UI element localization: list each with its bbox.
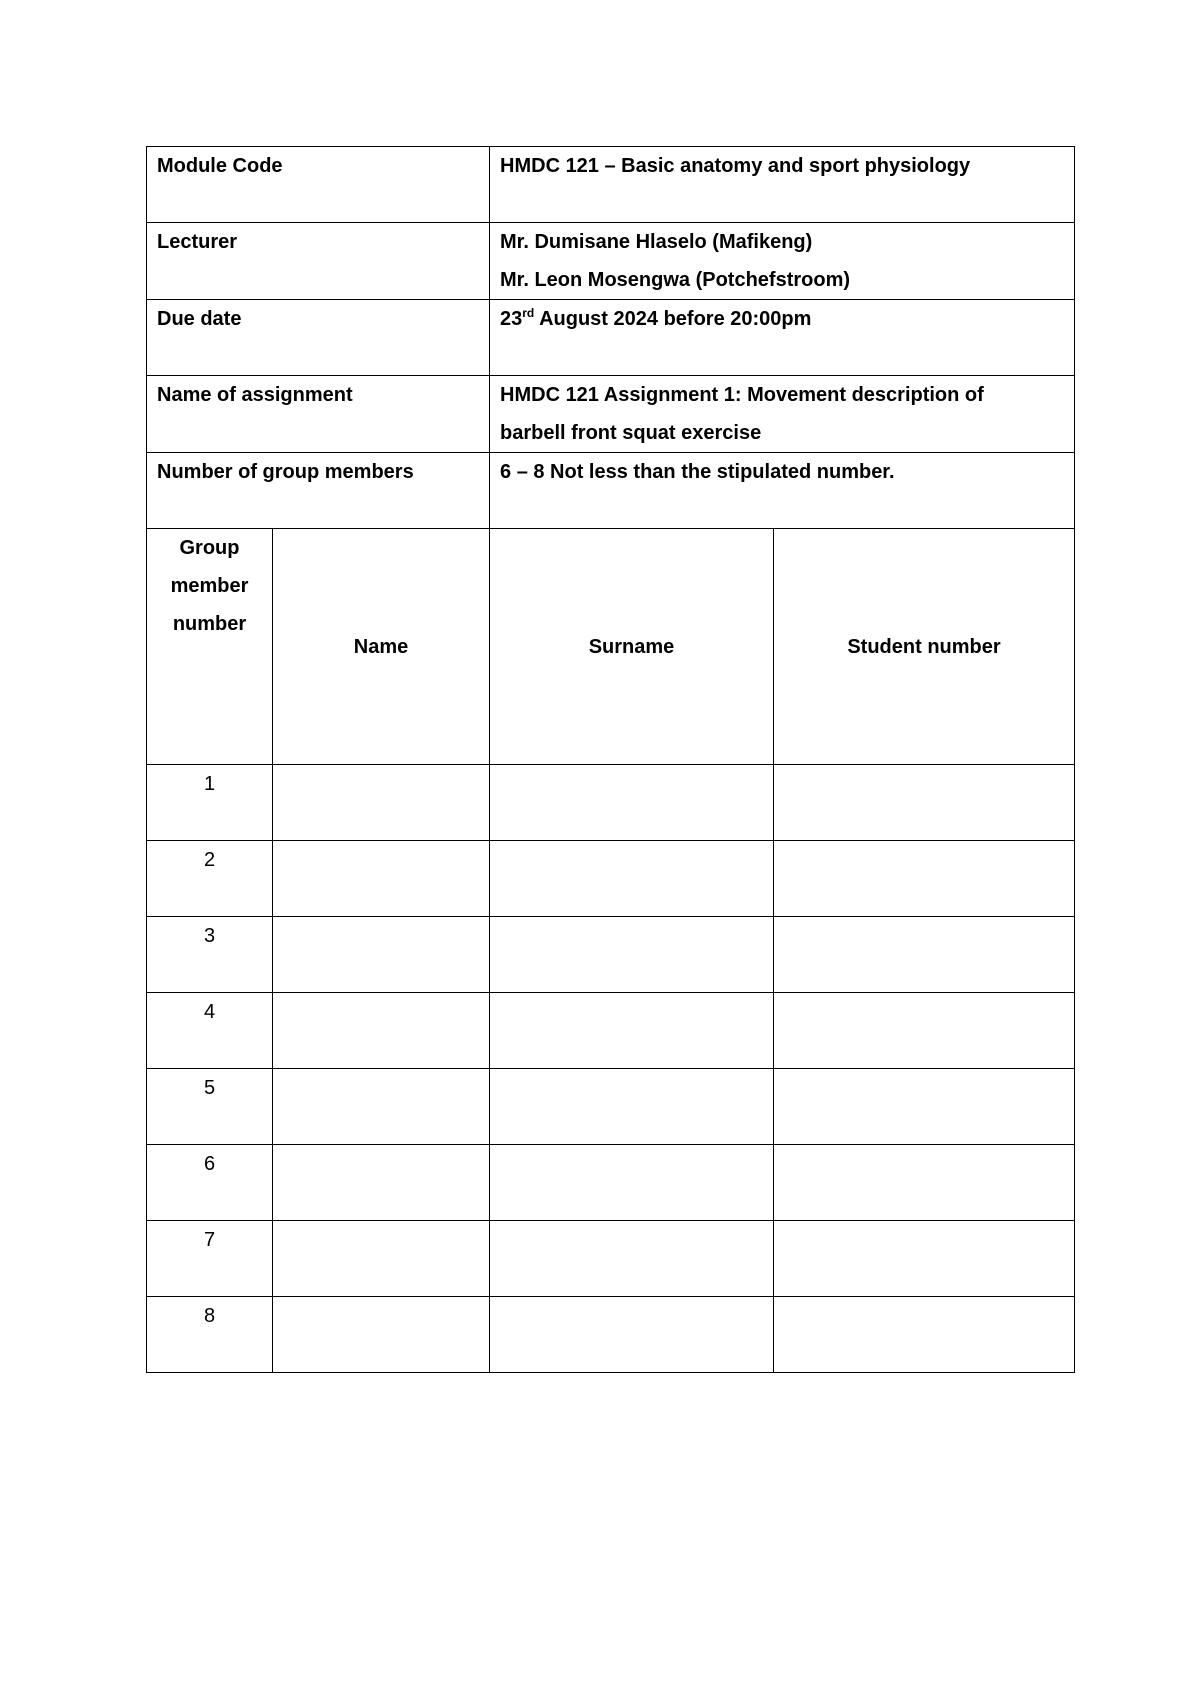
info-row-due-date xyxy=(147,300,1075,376)
module-code-label-cell xyxy=(147,147,490,223)
due-date-rest: August 2024 before 20:00pm xyxy=(534,308,812,330)
module-code-value: HMDC 121 – Basic anatomy and sport physiology xyxy=(500,155,971,177)
member-number: 6 xyxy=(147,1145,273,1221)
member-row xyxy=(147,1069,1075,1145)
group-table-header-row xyxy=(147,529,1075,765)
member-row xyxy=(147,1221,1075,1297)
member-number: 5 xyxy=(147,1069,273,1145)
header-student-number: Student number xyxy=(774,529,1075,765)
member-row xyxy=(147,765,1075,841)
member-row xyxy=(147,1145,1075,1221)
member-surname-cell xyxy=(490,1297,774,1373)
due-date-value-cell xyxy=(490,300,1075,376)
member-number: 7 xyxy=(147,1221,273,1297)
group-members-value-cell xyxy=(490,453,1075,529)
member-number: 1 xyxy=(147,765,273,841)
module-code-value-cell xyxy=(490,147,1075,223)
assignment-name-label: Name of assignment xyxy=(157,384,353,406)
assignment-name-label-cell xyxy=(147,376,490,453)
member-student-number-cell xyxy=(774,765,1075,841)
member-student-number-cell xyxy=(774,993,1075,1069)
member-row xyxy=(147,993,1075,1069)
info-row-lecturer xyxy=(147,223,1075,300)
member-surname-cell xyxy=(490,841,774,917)
due-date-suffix: rd xyxy=(522,306,535,320)
lecturer-value-cell xyxy=(490,223,1075,300)
lecturer-label: Lecturer xyxy=(157,231,238,253)
member-number: 8 xyxy=(147,1297,273,1373)
member-row xyxy=(147,917,1075,993)
assignment-name-value-cell xyxy=(490,376,1075,453)
member-student-number-cell xyxy=(774,1069,1075,1145)
header-number-line-1: Group xyxy=(179,537,240,559)
header-number-line-2: member xyxy=(170,575,249,597)
info-row-assignment-name xyxy=(147,376,1075,453)
lecturer-mafikeng: Mr. Dumisane Hlaselo (Mafikeng) xyxy=(500,231,813,253)
member-name-cell xyxy=(273,1297,490,1373)
member-surname-cell xyxy=(490,1221,774,1297)
info-row-group-members xyxy=(147,453,1075,529)
member-row xyxy=(147,1297,1075,1373)
assignment-name-line-1: HMDC 121 Assignment 1: Movement description of xyxy=(500,384,984,406)
due-date-label-cell xyxy=(147,300,490,376)
member-student-number-cell xyxy=(774,1145,1075,1221)
assignment-name-line-2: barbell front squat exercise xyxy=(500,422,762,444)
member-number: 2 xyxy=(147,841,273,917)
header-number-line-3: number xyxy=(172,613,247,635)
due-date-value xyxy=(500,300,1064,338)
assignment-cover-table xyxy=(146,146,1075,1373)
header-group-member-number xyxy=(147,529,273,765)
member-name-cell xyxy=(273,1069,490,1145)
member-number: 4 xyxy=(147,993,273,1069)
group-members-value: 6 – 8 Not less than the stipulated number. xyxy=(500,461,895,483)
info-row-module-code xyxy=(147,147,1075,223)
member-student-number-cell xyxy=(774,841,1075,917)
member-student-number-cell xyxy=(774,917,1075,993)
member-name-cell xyxy=(273,1145,490,1221)
lecturer-label-cell xyxy=(147,223,490,300)
header-name: Name xyxy=(273,529,490,765)
group-members-label-cell xyxy=(147,453,490,529)
member-surname-cell xyxy=(490,765,774,841)
member-surname-cell xyxy=(490,917,774,993)
member-student-number-cell xyxy=(774,1297,1075,1373)
member-row xyxy=(147,841,1075,917)
member-surname-cell xyxy=(490,1145,774,1221)
member-surname-cell xyxy=(490,1069,774,1145)
member-number: 3 xyxy=(147,917,273,993)
member-name-cell xyxy=(273,841,490,917)
member-surname-cell xyxy=(490,993,774,1069)
group-members-label: Number of group members xyxy=(157,461,414,483)
header-surname: Surname xyxy=(490,529,774,765)
due-date-label: Due date xyxy=(157,308,242,330)
member-name-cell xyxy=(273,765,490,841)
due-date-day: 23 xyxy=(500,308,523,330)
member-student-number-cell xyxy=(774,1221,1075,1297)
member-name-cell xyxy=(273,1221,490,1297)
lecturer-potchefstroom: Mr. Leon Mosengwa (Potchefstroom) xyxy=(500,269,851,291)
member-name-cell xyxy=(273,993,490,1069)
module-code-label: Module Code xyxy=(157,155,283,177)
member-name-cell xyxy=(273,917,490,993)
